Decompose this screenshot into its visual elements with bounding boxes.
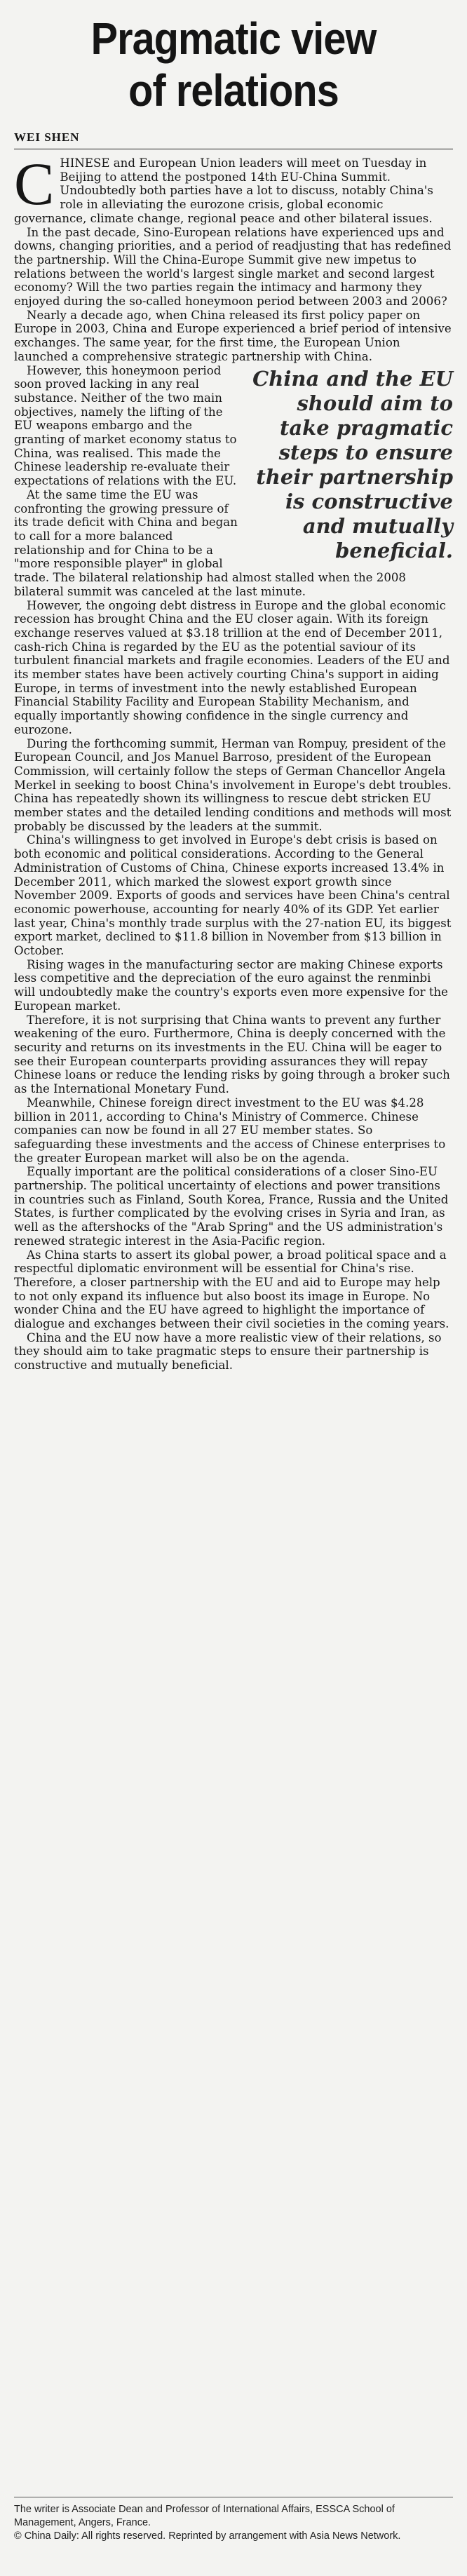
paragraph-3: Nearly a decade ago, when China released its first policy paper on Europe in 2003, China and Europe experienced a brief period of intensive exchanges. The same year, for the first time, the European Union launched a comprehensive strategic partnership with China. bbox=[14, 308, 452, 363]
paragraph-8: China's willingness to get involved in Europe's debt crisis is based on both economic and political considerations. According to the General Administration of Customs of China, Chinese exports increased 13.4% in December 2011, which marked the slowest export growth since November 2009. Exports of goods and services have been China's central economic powerhouse, accounting for nearly 40% of its GDP. Yet earlier last year, China's monthly trade surplus with the 27-nation EU, its biggest export market, declined to $11.8 billion in November from $13 billion in October. bbox=[14, 833, 452, 958]
article-body bbox=[14, 150, 453, 1373]
pull-quote: China and the EU should aim to take pragmatic steps to ensure their partnership is constructive and mutually beneficial. bbox=[252, 366, 453, 562]
paragraph-6: However, the ongoing debt distress in Europe and the global economic recession has brought China and the EU closer again. With its foreign exchange reserves valued at $3.18 trillion at the end of December 2011, cash-rich China is regarded by the EU as the potential saviour of its turbulent financial markets and fragile economies. Leaders of the EU and its member states have been actively courting China's support in aiding Europe, in terms of investment into the newly established European Financial Stability Facility and European Stability Mechanism, and equally importantly showing confidence in the single currency and eurozone. bbox=[14, 598, 450, 736]
paragraph-11: Meanwhile, Chinese foreign direct investment to the EU was $4.28 billion in 2011, according to China's Ministry of Commerce. Chinese companies can now be found in all 27 EU member states. So safeguarding these investments and the access of Chinese enterprises to the greater European market will also be on the agenda. bbox=[14, 1095, 446, 1165]
drop-cap: C bbox=[14, 150, 55, 217]
paragraph-5: At the same time the EU was confronting the growing pressure of its trade deficit with China and began to call for a more balanced relationship and for China to be a "more responsible player" in global trade. The bilateral relationship had almost stalled when the 2008 bilateral summit was canceled at the last minute. bbox=[14, 487, 406, 598]
paragraph-9: Rising wages in the manufacturing sector are making Chinese exports less competitive and the depreciation of the euro against the renminbi will undoubtedly make the country's exports even more expensive for the European market. bbox=[14, 957, 449, 1013]
headline-line-2: of relations bbox=[128, 65, 339, 116]
paragraph-12: Equally important are the political considerations of a closer Sino-EU partnership. The political uncertainty of elections and power transitions in countries such as Finland, South Korea, France, Russia and the United States, is further complicated by the evolving crises in Syria and Iran, as well as the aftershocks of the "Arab Spring" and the US administration's renewed strategic interest in the Asia-Pacific region. bbox=[14, 1165, 449, 1248]
paragraph-10: Therefore, it is not surprising that China wants to prevent any further weakening of the euro. Furthermore, China is deeply concerned with the security and returns on its investments in the EU. China will be eager to see their European counterparts providing assurances they will repay Chinese loans or reduce the lending risks by going through a broker such as the International Monetary Fund. bbox=[14, 1013, 450, 1096]
paragraph-2: In the past decade, Sino-European relations have experienced ups and downs, changing priorities, and a period of readjusting that has redefined the partnership. Will the China-Europe Summit give new impetus to relations between the world's largest single market and second largest economy? Will the two parties regain the intimacy and harmony they enjoyed during the so-called honeymoon period between 2003 and 2006? bbox=[14, 225, 452, 309]
paragraph-1 bbox=[14, 150, 453, 226]
paragraph-7: During the forthcoming summit, Herman van Rompuy, president of the European Council, and Jos Manuel Barroso, president of the European Commission, will certainly follow the steps of German Chancellor Angela Merkel in seeking to boost China's involvement in Europe's debt troubles. China has repeatedly shown its willingness to rescue debt stricken EU member states and the detailed lending conditions and methods will most probably be discussed by the leaders at the summit. bbox=[14, 736, 452, 833]
footer-note bbox=[14, 2497, 453, 2543]
paragraph-13: As China starts to assert its global power, a broad political space and a respectful diplomatic environment will be essential for China's rise. Therefore, a closer partnership with the EU and aid to Europe may help to not only expand its influence but also boost its image in Europe. No wonder China and the EU have agreed to highlight the importance of dialogue and exchanges between their civil societies in the coming years. bbox=[14, 1248, 449, 1331]
author-note: The writer is Associate Dean and Professor of International Affairs, ESSCA School of Management, Angers, France. bbox=[14, 2504, 395, 2528]
paragraph-14: China and the EU now have a more realistic view of their relations, so they should aim to take pragmatic steps to ensure their partnership is constructive and mutually beneficial. bbox=[14, 1330, 442, 1373]
paragraph-1-text: HINESE and European Union leaders will meet on Tuesday in Beijing to attend the postponed 14th EU-China Summit. Undoubtedly both parties have a lot to discuss, notably China's role in alleviating the eurozone crisis, global economic governance, climate change, regional peace and other bilateral issues. bbox=[14, 156, 433, 225]
headline bbox=[36, 13, 431, 116]
byline: WEI SHEN bbox=[14, 130, 453, 149]
copyright-note: © China Daily: All rights reserved. Reprinted by arrangement with Asia News Network. bbox=[14, 2530, 401, 2542]
headline-line-1: Pragmatic view bbox=[90, 13, 377, 64]
paragraph-4: However, this honeymoon period soon proved lacking in any real substance. Neither of the two main objectives, namely the lifting of the EU weapons embargo and the granting of market economy status to China, was realised. This made the Chinese leadership re-evaluate their expectations of relations with the EU. bbox=[14, 363, 237, 488]
